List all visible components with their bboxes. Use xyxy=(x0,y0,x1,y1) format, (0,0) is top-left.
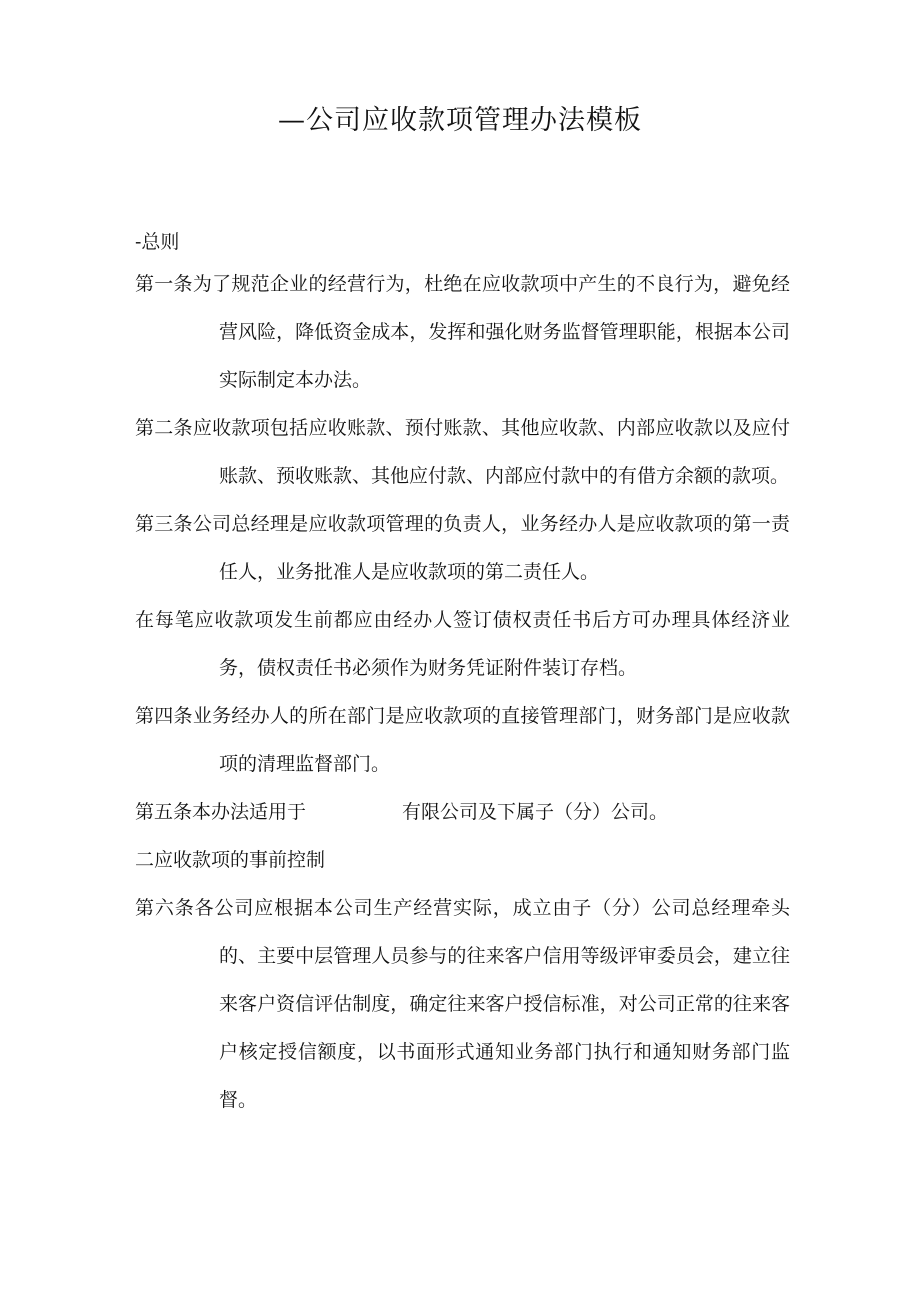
article-5 xyxy=(135,788,790,836)
article-3: 第三条公司总经理是应收款项管理的负责人，业务经办人是应收款项的第一责任人，业务批准人是应收款项的第二责任人。 xyxy=(135,513,790,583)
section-heading-precontrol: 二应收款项的事前控制 xyxy=(135,849,326,871)
section-heading-general: -总则 xyxy=(135,231,180,253)
document-body xyxy=(135,224,790,1124)
article-1: 第一条为了规范企业的经营行为，杜绝在应收款项中产生的不良行为，避免经营风险，降低资金成本，发挥和强化财务监督管理职能，根据本公司实际制定本办法。 xyxy=(135,273,790,391)
article-6: 第六条各公司应根据本公司生产经营实际，成立由子（分）公司总经理牵头的、主要中层管理人员参与的往来客户信用等级评审委员会，建立往来客户资信评估制度，确定往来客户授信标准，对公司正常的往来客户核定授信额度，以书面形式通知业务部门执行和通知财务部门监督。 xyxy=(135,897,790,1111)
article-3-paragraph: 在每笔应收款项发生前都应由经办人签订债权责任书后方可办理具体经济业务，债权责任书必须作为财务凭证附件装订存档。 xyxy=(135,609,790,679)
article-4: 第四条业务经办人的所在部门是应收款项的直接管理部门，财务部门是应收款项的清理监督部门。 xyxy=(135,705,790,775)
article-5-after-blank: 有限公司及下属子（分）公司。 xyxy=(402,801,669,823)
article-5-before-blank: 第五条本办法适用于 xyxy=(135,801,307,823)
document-title: —公司应收款项管理办法模板 xyxy=(278,105,642,136)
article-2: 第二条应收款项包括应收账款、预付账款、其他应收款、内部应收款以及应付账款、预收账款、其他应付款、内部应付款中的有借方余额的款项。 xyxy=(135,417,790,487)
